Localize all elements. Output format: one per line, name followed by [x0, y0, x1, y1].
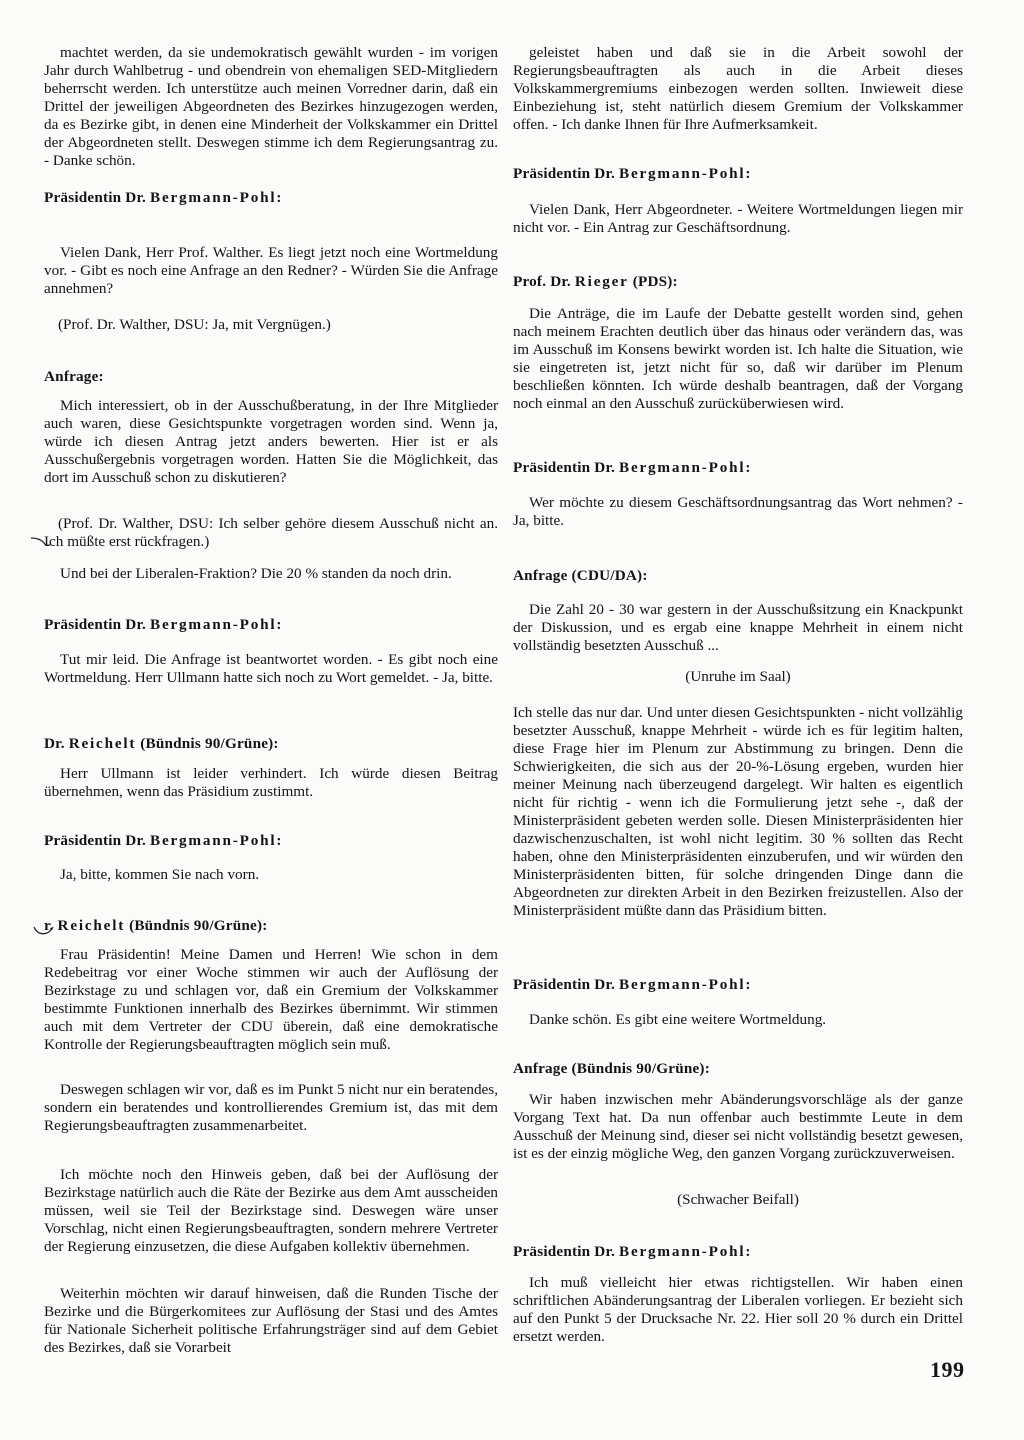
speaker-suffix: :	[642, 567, 648, 584]
speaker-title: r.	[44, 917, 58, 934]
paragraph: Ja, bitte, kommen Sie nach vorn.	[60, 866, 260, 883]
speaker-title: Präsidentin Dr.	[44, 616, 151, 633]
paragraph: Wer möchte zu diesem Geschäftsordnungsantrag das Wort nehmen? - Ja, bitte.	[513, 494, 963, 529]
speaker-suffix: :	[98, 368, 104, 385]
speaker-title: Präsidentin Dr.	[44, 189, 151, 206]
paragraph: Frau Präsidentin! Meine Damen und Herren! Wie schon in dem Redebeitrag vor einer Woche stimmen wir auch der Auflösung der Bezirkstage zu und schlagen vor, daß ein Gremium der Volkskammer bestimmte Funktionen innerhalb des Bezirkes übernimmt. Wir stimmen auch mit dem Vertreter der CDU überein, daß eine demokratische Kontrolle der Regierungsbeauftragten möglich sein muß.	[44, 946, 498, 1053]
interjection: (Unruhe im Saal)	[685, 668, 791, 685]
paragraph: Deswegen schlagen wir vor, daß es im Punkt 5 nicht nur ein beratendes, sondern ein beratendes und kontrollierendes Gremium ist, das mit dem Regierungsbeauftragten zusammenarbeitet.	[44, 1081, 498, 1134]
pen-mark-icon	[32, 924, 58, 938]
speaker-name: Bergmann-Pohl	[619, 1243, 746, 1260]
speaker-suffix: (PDS):	[628, 273, 678, 290]
speaker-name: Bergmann-Pohl	[150, 189, 277, 206]
speaker-title: Anfrage (Bündnis 90/Grüne)	[513, 1060, 705, 1077]
pen-mark-icon	[30, 534, 56, 548]
speaker-heading	[44, 832, 498, 850]
speaker-heading	[513, 165, 963, 183]
paragraph: Die Zahl 20 - 30 war gestern in der Ausschußsitzung ein Knackpunkt der Diskussion, und es ergab eine knappe Mehrheit in einem nicht vollständig besetzten Ausschuß ...	[513, 601, 963, 654]
speaker-name: Bergmann-Pohl	[150, 832, 277, 849]
paragraph: Danke schön. Es gibt eine weitere Wortmeldung.	[529, 1011, 827, 1028]
speaker-heading	[513, 976, 963, 994]
paragraph: Vielen Dank, Herr Prof. Walther. Es liegt jetzt noch eine Wortmeldung vor. - Gibt es noch eine Anfrage an den Redner? - Würden Sie die Anfrage annehmen?	[44, 244, 498, 297]
paragraph: Und bei der Liberalen-Fraktion? Die 20 % standen da noch drin.	[60, 565, 452, 582]
speaker-suffix: :	[745, 1243, 751, 1260]
paragraph: Mich interessiert, ob in der Ausschußberatung, in der Ihre Mitglieder auch waren, diese Gesichtspunkte vorgetragen worden sind. Wenn ja, würde ich diesen Antrag jetzt anders bewerten. Hier ist er als Ausschußergebnis vorgetragen worden. Hatten Sie die Möglichkeit, das dort im Ausschuß schon zu diskutieren?	[44, 397, 498, 486]
speaker-name: Bergmann-Pohl	[619, 976, 746, 993]
paragraph: Vielen Dank, Herr Abgeordneter. - Weitere Wortmeldungen liegen mir nicht vor. - Ein Antrag zur Geschäftsordnung.	[513, 201, 963, 236]
speaker-suffix: :	[704, 1060, 710, 1077]
speaker-title: Präsidentin Dr.	[513, 459, 620, 476]
speaker-name: Bergmann-Pohl	[619, 459, 746, 476]
speaker-title: Anfrage (CDU/DA)	[513, 567, 643, 584]
speaker-name: Reichelt	[57, 917, 126, 934]
speaker-heading	[44, 735, 498, 753]
speaker-suffix: :	[276, 616, 282, 633]
speaker-title: Anfrage	[44, 368, 99, 385]
speaker-heading	[513, 1243, 963, 1261]
speaker-suffix: :	[276, 189, 282, 206]
interjection: (Schwacher Beifall)	[677, 1191, 799, 1208]
paragraph: Herr Ullmann ist leider verhindert. Ich würde diesen Beitrag übernehmen, wenn das Präsidium zustimmt.	[44, 765, 498, 800]
paragraph: Wir haben inzwischen mehr Abänderungsvorschläge als der ganze Vorgang Text hat. Da nun offenbar auch bestimmte Leute in dem Ausschuß der Meinung sind, dieser sei nicht vollständig besetzt gewesen, ist es der einzig mögliche Weg, den ganzen Vorgang zurückzuverweisen.	[513, 1091, 963, 1162]
speaker-suffix: :	[745, 459, 751, 476]
speaker-title: Präsidentin Dr.	[513, 165, 620, 182]
paragraph: machtet werden, da sie undemokratisch gewählt wurden - im vorigen Jahr durch Wahlbetrug - und obendrein von ehemaligen SED-Mitgliedern beherrscht werden. Ich unterstütze auch meinen Vorredner darin, daß ein Drittel der jeweiligen Abgeordneten des Bezirkes hinzugezogen werden, da es Bezirke gibt, in denen eine Minderheit der Volkskammer ein Drittel der Abgeordneten stellt. Deswegen stimme ich dem Regierungsantrag zu. - Danke schön.	[44, 44, 498, 169]
speaker-heading	[44, 616, 498, 634]
speaker-title: Prof. Dr.	[513, 273, 575, 290]
speaker-heading	[44, 189, 498, 207]
speaker-heading	[44, 917, 498, 935]
speaker-title: Präsidentin Dr.	[513, 1243, 620, 1260]
speaker-name: Bergmann-Pohl	[150, 616, 277, 633]
speaker-title: Präsidentin Dr.	[513, 976, 620, 993]
speaker-suffix: (Bündnis 90/Grüne):	[125, 917, 268, 934]
speaker-suffix: :	[745, 976, 751, 993]
page-number: 199	[930, 1357, 965, 1382]
speaker-name: Reichelt	[68, 735, 137, 752]
paragraph: Die Anträge, die im Laufe der Debatte gestellt worden sind, gehen nach meinem Erachten deutlich über das hinaus oder verändern das, was im Ausschuß im Konsens bewirkt worden ist. Ich halte die Situation, wie sie eingetreten ist, jetzt nicht für so, daß wir darüber im Plenum beschließen könnten. Ich würde deshalb beantragen, daß der Vorgang noch einmal an den Ausschuß zurücküberwiesen wird.	[513, 305, 963, 412]
speaker-suffix: :	[276, 832, 282, 849]
speaker-suffix: (Bündnis 90/Grüne):	[136, 735, 279, 752]
paragraph: Weiterhin möchten wir darauf hinweisen, daß die Runden Tische der Bezirke und die Bürgerkomitees zur Auflösung der Stasi und des Amtes für Nationale Sicherheit politische Erfahrungsträger sind auf dem Gebiet des Bezirkes, daß sie Vorarbeit	[44, 1285, 498, 1356]
speaker-name: Rieger	[574, 273, 629, 290]
speaker-name: Bergmann-Pohl	[619, 165, 746, 182]
paragraph: geleistet haben und daß sie in die Arbeit sowohl der Regierungsbeauftragten als auch in die Arbeit dieses Volkskammergremiums einbezogen werden sollten. Inwieweit diese Einbeziehung ist, steht natürlich diesem Gremium der Volkskammer offen. - Ich danke Ihnen für Ihre Aufmerksamkeit.	[513, 44, 963, 133]
speaker-heading	[44, 368, 498, 386]
speaker-heading	[513, 567, 963, 585]
interjection: (Prof. Dr. Walther, DSU: Ja, mit Vergnügen.)	[58, 316, 331, 333]
speaker-title: Präsidentin Dr.	[44, 832, 151, 849]
interjection: (Prof. Dr. Walther, DSU: Ich selber gehöre diesem Ausschuß nicht an. Ich müßte erst rückfragen.)	[44, 515, 498, 550]
speaker-heading	[513, 1060, 963, 1078]
speaker-heading	[513, 459, 963, 477]
paragraph: Ich möchte noch den Hinweis geben, daß bei der Auflösung der Bezirkstage natürlich auch die Räte der Bezirke aus dem Amt ausscheiden müssen, weil sie Teil der Bezirkstage sind. Deswegen wäre unser Vorschlag, nicht einen Regierungsbeauftragten, sondern mehrere Vertreter der Regierung einzusetzen, die diese Aufgaben kollektiv übernehmen.	[44, 1166, 498, 1255]
speaker-heading	[513, 273, 963, 291]
paragraph: Ich stelle das nur dar. Und unter diesen Gesichtspunkten - nicht vollzählig besetzter Ausschuß, knappe Mehrheit - würde ich es für legitim halten, diese Frage hier im Plenum zur Abstimmung zu bringen. Denn die Schwierigkeiten, die sich aus der 20-%-Lösung ergeben, wurden hier meiner Meinung nach überzeugend dargelegt. Wir halten es eigentlich nicht für richtig - wenn ich die Formulierung jetzt sehe -, daß der Ministerpräsident gebeten werden solle. Diesen Ministerpräsidenten hier dazwischenzuschalten, ist wohl nicht legitim. 30 % sollten das Recht haben, ohne den Ministerpräsidenten einzuberufen, und wir würden den Ministerpräsidenten bitten, für solche dringenden Dinge dann die Abgeordneten zur direkten Arbeit in den Bezirken freizustellen. Also der Ministerpräsident müßte dann das Präsidium bitten.	[513, 704, 963, 919]
paragraph: Tut mir leid. Die Anfrage ist beantwortet worden. - Es gibt noch eine Wortmeldung. Herr Ullmann hatte sich noch zu Wort gemeldet. - Ja, bitte.	[44, 651, 498, 686]
speaker-title: Dr.	[44, 735, 69, 752]
speaker-suffix: :	[745, 165, 751, 182]
paragraph: Ich muß vielleicht hier etwas richtigstellen. Wir haben einen schriftlichen Abänderungsantrag der Liberalen vorliegen. Er bezieht sich auf den Punkt 5 der Drucksache Nr. 22. Hier soll 20 % durch ein Drittel ersetzt werden.	[513, 1274, 963, 1345]
